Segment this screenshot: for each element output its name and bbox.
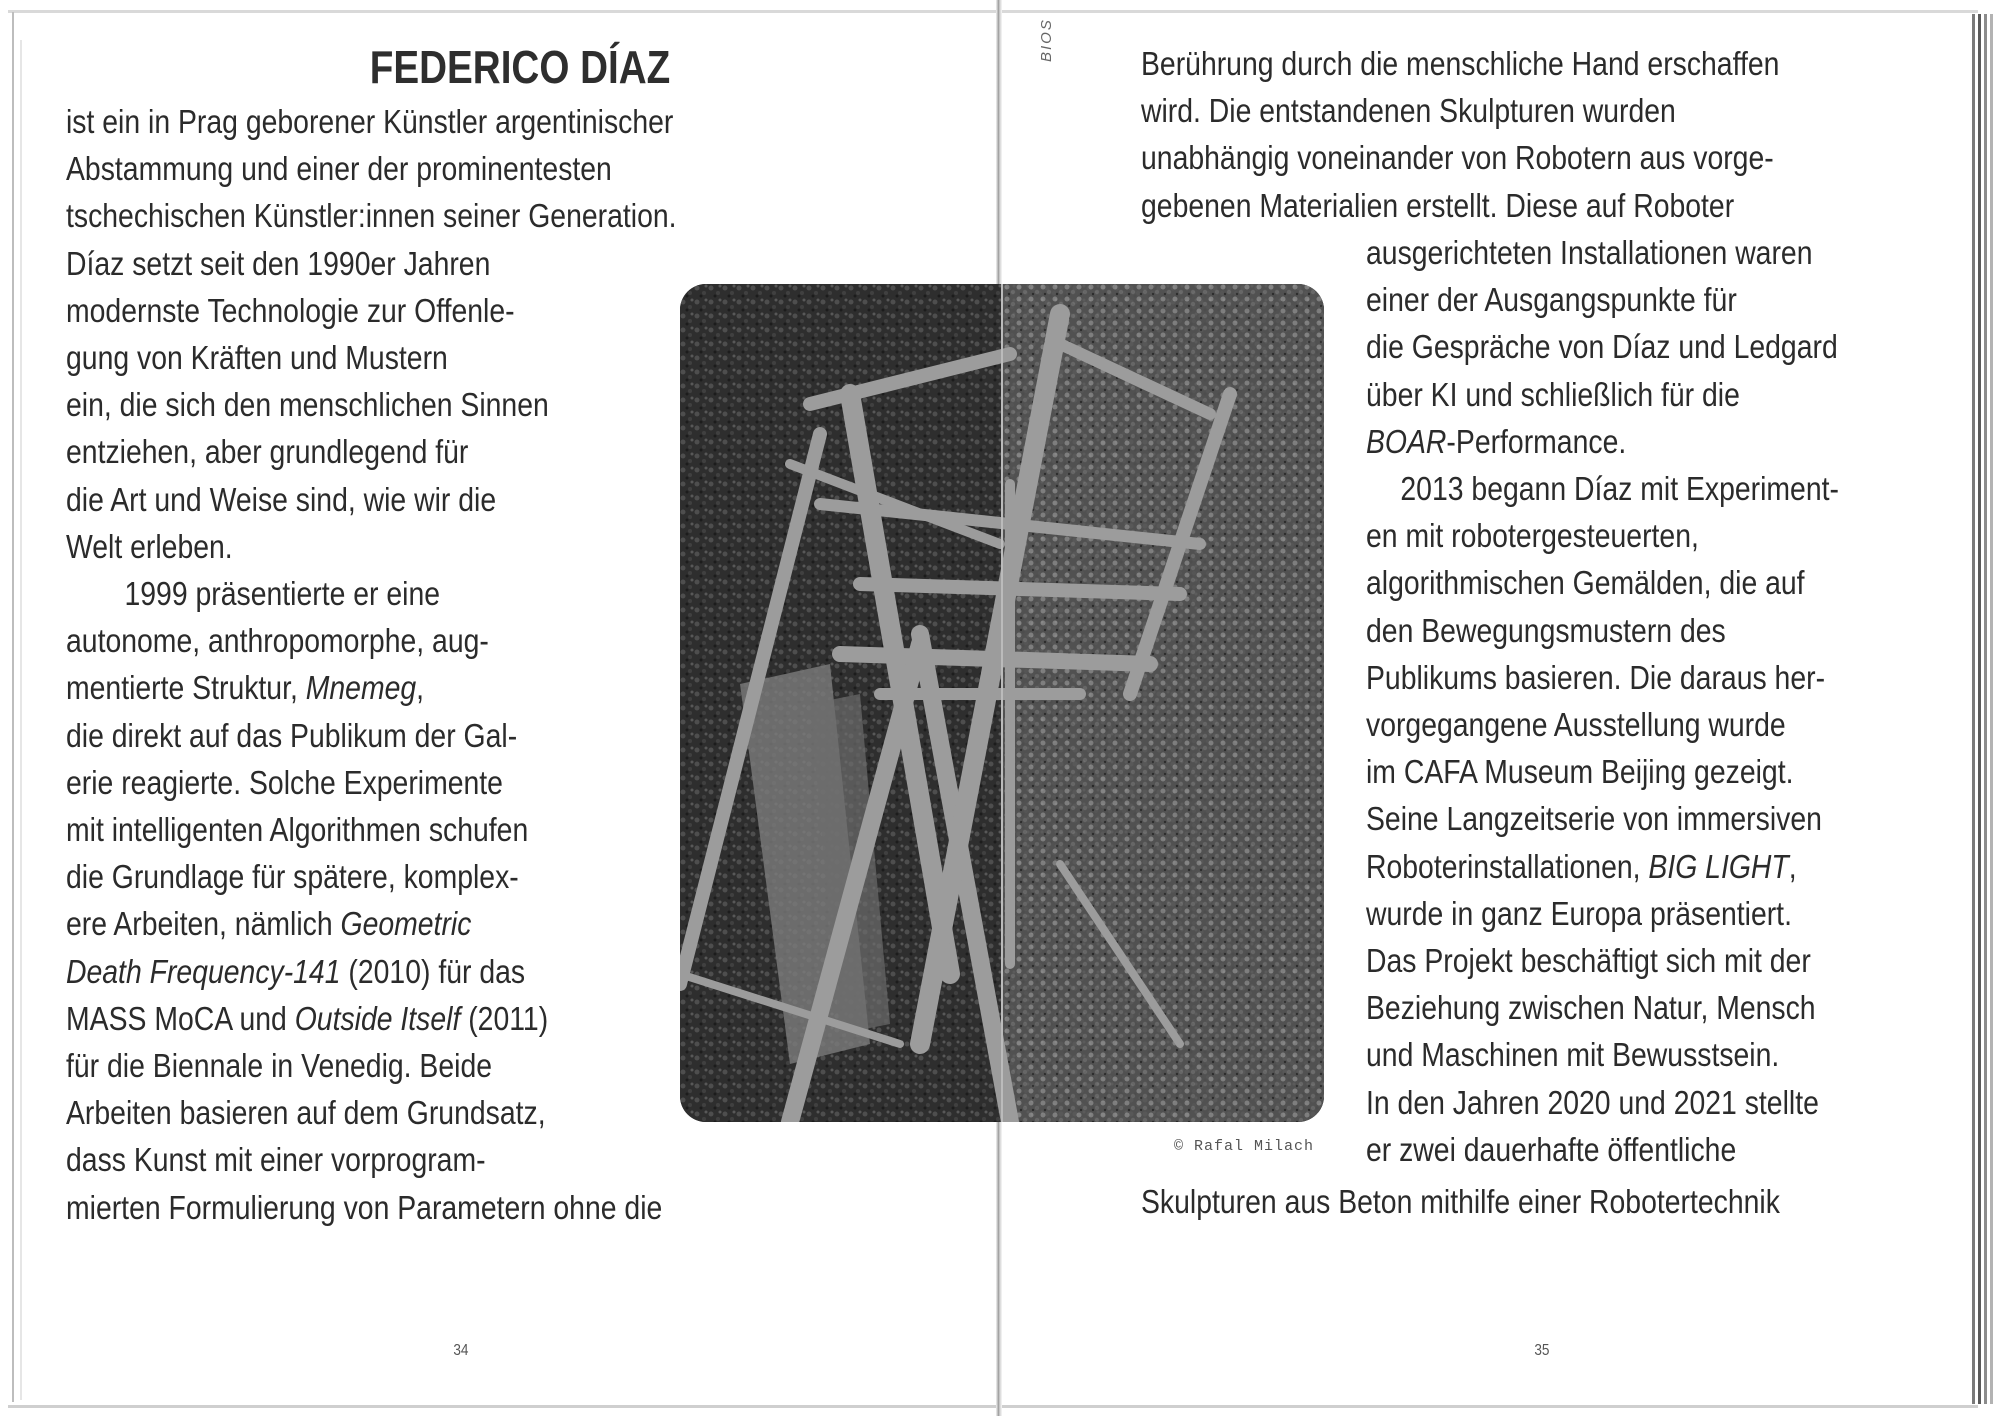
- text-line: die direkt auf das Publikum der Gal-: [66, 716, 518, 754]
- right-page-body-text-top: [1141, 40, 1883, 229]
- text-line: für die Biennale in Venedig. Beide: [66, 1047, 493, 1085]
- text-line: Berührung durch die menschliche Hand erschaffen: [1141, 45, 1780, 82]
- text-line: ausgerichteten Installationen waren: [1366, 234, 1813, 271]
- page-edge-left-inner: [20, 40, 22, 1400]
- photo-hunting-stand: [680, 284, 1324, 1122]
- work-title: BIG LIGHT: [1648, 847, 1789, 885]
- text-line: wurde in ganz Europa präsentiert.: [1366, 894, 1792, 932]
- text-run: ,: [416, 669, 425, 707]
- text-line: Das Projekt beschäftigt sich mit der: [1366, 942, 1811, 980]
- text-line: Publikums basieren. Die daraus her-: [1366, 658, 1826, 696]
- text-run: ,: [1788, 847, 1797, 885]
- text-line: [66, 995, 677, 1042]
- text-line: Díaz setzt seit den 1990er Jahren: [66, 244, 491, 282]
- text-line: [1366, 418, 1839, 465]
- text-line: entziehen, aber grundlegend für: [66, 433, 469, 471]
- text-line: vorgegangene Ausstellung wurde: [1366, 706, 1786, 744]
- page-stack-edge: [1972, 14, 1975, 1404]
- text-line: Beziehung zwischen Natur, Mensch: [1366, 989, 1816, 1027]
- text-line: en mit robotergesteuerten,: [1366, 517, 1699, 555]
- text-line: 2013 begann Díaz mit Experiment-: [1400, 470, 1839, 508]
- text-run: mentierte Struktur,: [66, 669, 306, 707]
- text-line: und Maschinen mit Bewusstsein.: [1366, 1036, 1780, 1074]
- text-line: über KI und schließlich für die: [1366, 375, 1740, 413]
- page-stack-edge: [1978, 14, 1981, 1404]
- text-line: ist ein in Prag geborener Künstler argentinischer: [66, 103, 674, 140]
- text-line: modernste Technologie zur Offenle-: [66, 291, 515, 329]
- text-line: Seine Langzeitserie von immersiven: [1366, 800, 1822, 838]
- text-line: gebenen Materialien erstellt. Diese auf Roboter: [1141, 186, 1735, 224]
- text-line: Skulpturen aus Beton mithilfe einer Robotertechnik: [1141, 1183, 1780, 1220]
- text-run: (2011): [460, 999, 549, 1037]
- text-line: dass Kunst mit einer vorprogram-: [66, 1141, 486, 1179]
- text-line: In den Jahren 2020 und 2021 stellte: [1366, 1083, 1819, 1121]
- page-edge-top: [8, 10, 1978, 13]
- text-line: [1366, 843, 1839, 890]
- text-line: er zwei dauerhafte öffentliche: [1366, 1130, 1737, 1168]
- text-run: -Performance.: [1446, 422, 1627, 460]
- page-edge-left: [12, 12, 14, 1402]
- text-line: tschechischen Künstler:innen seiner Generation.: [66, 197, 677, 235]
- text-run: (2010) für das: [340, 952, 526, 990]
- text-line: gung von Kräften und Mustern: [66, 339, 448, 377]
- left-page-body-text: [66, 98, 776, 1231]
- text-line: die Gespräche von Díaz und Ledgard: [1366, 328, 1838, 366]
- text-line: autonome, anthropomorphe, aug-: [66, 622, 489, 660]
- text-line: [66, 664, 677, 711]
- text-line: Welt erleben.: [66, 527, 233, 565]
- photo-image: [680, 284, 1324, 1122]
- text-line: den Bewegungsmustern des: [1366, 611, 1726, 649]
- page-stack-edge: [1984, 14, 1987, 1404]
- text-line: mierten Formulierung von Parametern ohne die: [66, 1188, 663, 1226]
- text-run: ere Arbeiten, nämlich: [66, 905, 341, 943]
- page-stack-edge: [1990, 14, 1993, 1404]
- text-line: Abstammung und einer der prominentesten: [66, 150, 612, 188]
- work-title: Outside Itself: [294, 999, 461, 1037]
- text-line: mit intelligenten Algorithmen schufen: [66, 811, 529, 849]
- section-label-bios: BIOS: [1038, 18, 1055, 62]
- text-line: algorithmischen Gemälden, die auf: [1366, 564, 1805, 602]
- page-title: FEDERICO DÍAZ: [369, 41, 671, 93]
- work-title: Geometric: [340, 905, 472, 943]
- text-line: 1999 präsentierte er eine: [124, 575, 441, 613]
- text-line: wird. Die entstandenen Skulpturen wurden: [1141, 92, 1676, 130]
- text-line: [66, 900, 677, 947]
- photo-credit: © Rafal Milach: [1174, 1138, 1315, 1155]
- text-line: die Grundlage für spätere, komplex-: [66, 858, 519, 896]
- page-edge-bottom: [8, 1405, 1978, 1408]
- right-page-body-text-bottom: [1141, 1178, 1884, 1225]
- text-line: im CAFA Museum Beijing gezeigt.: [1366, 753, 1794, 791]
- page-number-right: 35: [1534, 1342, 1550, 1359]
- text-run: Roboterinstallationen,: [1366, 847, 1649, 885]
- text-line: einer der Ausgangspunkte für: [1366, 281, 1737, 319]
- work-title: Mnemeg: [305, 669, 417, 707]
- text-line: Arbeiten basieren auf dem Grundsatz,: [66, 1094, 546, 1132]
- text-line: die Art und Weise sind, wie wir die: [66, 480, 497, 518]
- text-line: ein, die sich den menschlichen Sinnen: [66, 386, 549, 424]
- work-title: BOAR: [1366, 422, 1447, 460]
- text-line: erie reagierte. Solche Experimente: [66, 763, 503, 801]
- text-run: MASS MoCA und: [66, 999, 295, 1037]
- text-line: [66, 948, 677, 995]
- page-number-left: 34: [453, 1342, 469, 1359]
- work-title: Death Frequency-141: [66, 952, 341, 990]
- text-line: unabhängig voneinander von Robotern aus vorge-: [1141, 139, 1774, 177]
- right-page-body-text-wrap: [1366, 229, 1916, 1173]
